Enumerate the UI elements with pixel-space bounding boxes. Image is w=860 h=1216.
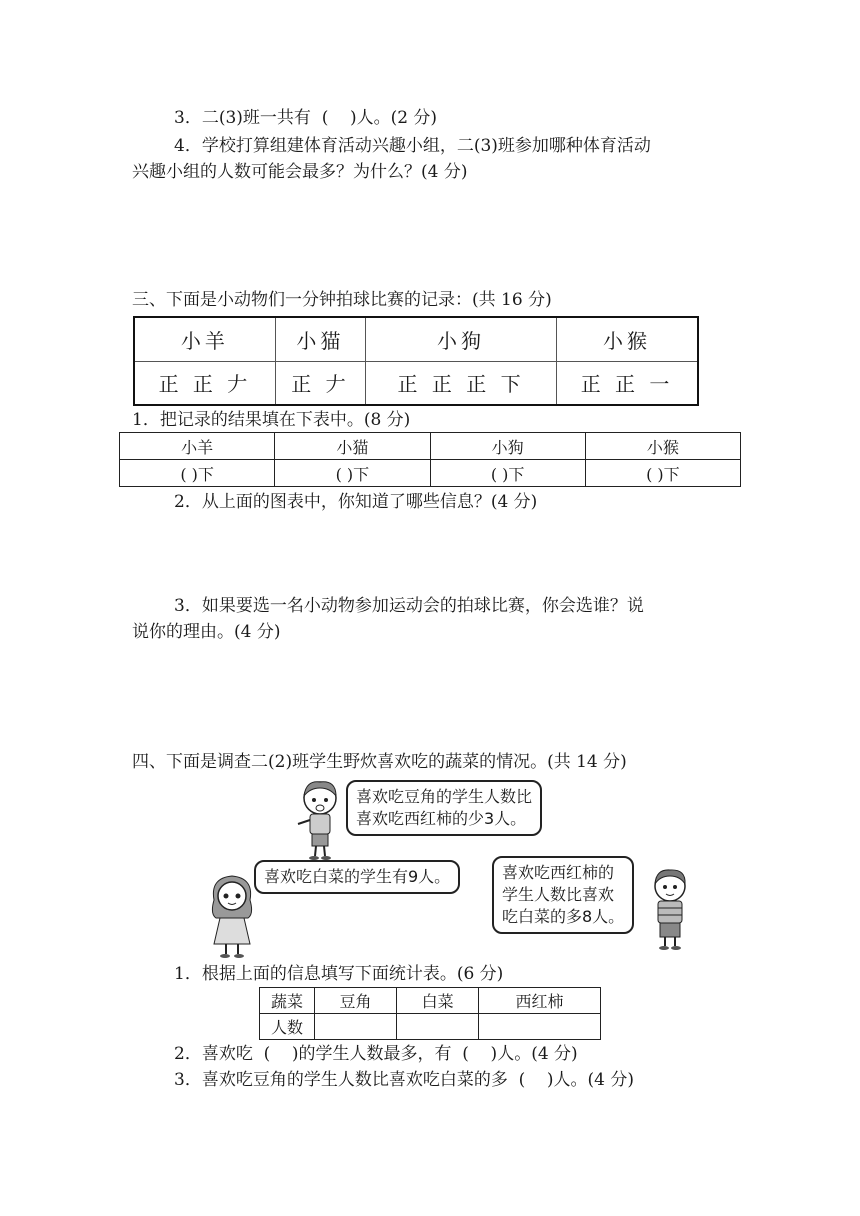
- vegetable-header-label: 蔬菜: [260, 988, 315, 1014]
- question-3-1: 1．把记录的结果填在下表中。(8 分): [132, 410, 411, 430]
- result-cell-monkey[interactable]: ( )下: [585, 460, 740, 487]
- question-3-3-line1: 3．如果要选一名小动物参加运动会的拍球比赛，你会选谁？说: [174, 596, 644, 616]
- vegetable-count-beans[interactable]: [315, 1014, 397, 1040]
- tally-header-monkey: 小猴: [557, 317, 698, 361]
- section-4-title: 四、下面是调查二(2)班学生野炊喜欢吃的蔬菜的情况。(共 14 分): [132, 752, 627, 772]
- vegetable-count-label: 人数: [260, 1014, 315, 1040]
- result-header-cat: 小猫: [275, 433, 430, 460]
- tally-header-sheep: 小羊: [134, 317, 275, 361]
- vegetable-count-tomato[interactable]: [479, 1014, 601, 1040]
- question-3-2: 2．从上面的图表中，你知道了哪些信息？(4 分): [174, 492, 538, 512]
- question-2-4-line1: 4．学校打算组建体育活动兴趣小组，二(3)班参加哪种体育活动: [174, 136, 651, 156]
- tally-marks-monkey: 正 正 一: [557, 361, 698, 405]
- vegetable-table: [259, 987, 601, 1040]
- vegetable-header-cabbage: 白菜: [397, 988, 479, 1014]
- result-cell-dog[interactable]: ( )下: [430, 460, 585, 487]
- vegetable-count-cabbage[interactable]: [397, 1014, 479, 1040]
- result-table: [119, 432, 741, 487]
- vegetable-header-tomato: 西红柿: [479, 988, 601, 1014]
- tally-header-cat: 小猫: [275, 317, 365, 361]
- speech-bubble-left: 喜欢吃白菜的学生有9人。: [254, 860, 460, 894]
- result-header-dog: 小狗: [430, 433, 585, 460]
- result-header-sheep: 小羊: [120, 433, 275, 460]
- girl-left-illustration: [204, 870, 260, 960]
- speech-bubble-right: 喜欢吃西红柿的 学生人数比喜欢 吃白菜的多8人。: [492, 856, 634, 934]
- question-3-3-line2: 说你的理由。(4 分): [132, 622, 281, 642]
- tally-marks-sheep: 正 正 𠂇: [134, 361, 275, 405]
- tally-marks-cat: 正 𠂇: [275, 361, 365, 405]
- question-2-4-line2: 兴趣小组的人数可能会最多？为什么？(4 分): [132, 162, 468, 182]
- tally-record-table: [133, 316, 699, 406]
- tally-marks-dog: 正 正 正 下: [366, 361, 557, 405]
- boy-right-illustration: [646, 866, 694, 952]
- question-4-2: 2．喜欢吃 ( )的学生人数最多，有 ( )人。(4 分): [174, 1044, 578, 1064]
- result-cell-sheep[interactable]: ( )下: [120, 460, 275, 487]
- result-cell-cat[interactable]: ( )下: [275, 460, 430, 487]
- tally-header-dog: 小狗: [366, 317, 557, 361]
- boy-top-illustration: [290, 778, 350, 860]
- section-3-title: 三、下面是小动物们一分钟拍球比赛的记录：(共 16 分): [132, 290, 552, 310]
- result-header-monkey: 小猴: [585, 433, 740, 460]
- question-4-3: 3．喜欢吃豆角的学生人数比喜欢吃白菜的多 ( )人。(4 分): [174, 1070, 634, 1090]
- question-4-1: 1．根据上面的信息填写下面统计表。(6 分): [174, 964, 504, 984]
- speech-bubble-top: 喜欢吃豆角的学生人数比 喜欢吃西红柿的少3人。: [346, 780, 542, 836]
- vegetable-header-beans: 豆角: [315, 988, 397, 1014]
- question-2-3: 3．二(3)班一共有 ( )人。(2 分): [174, 108, 438, 128]
